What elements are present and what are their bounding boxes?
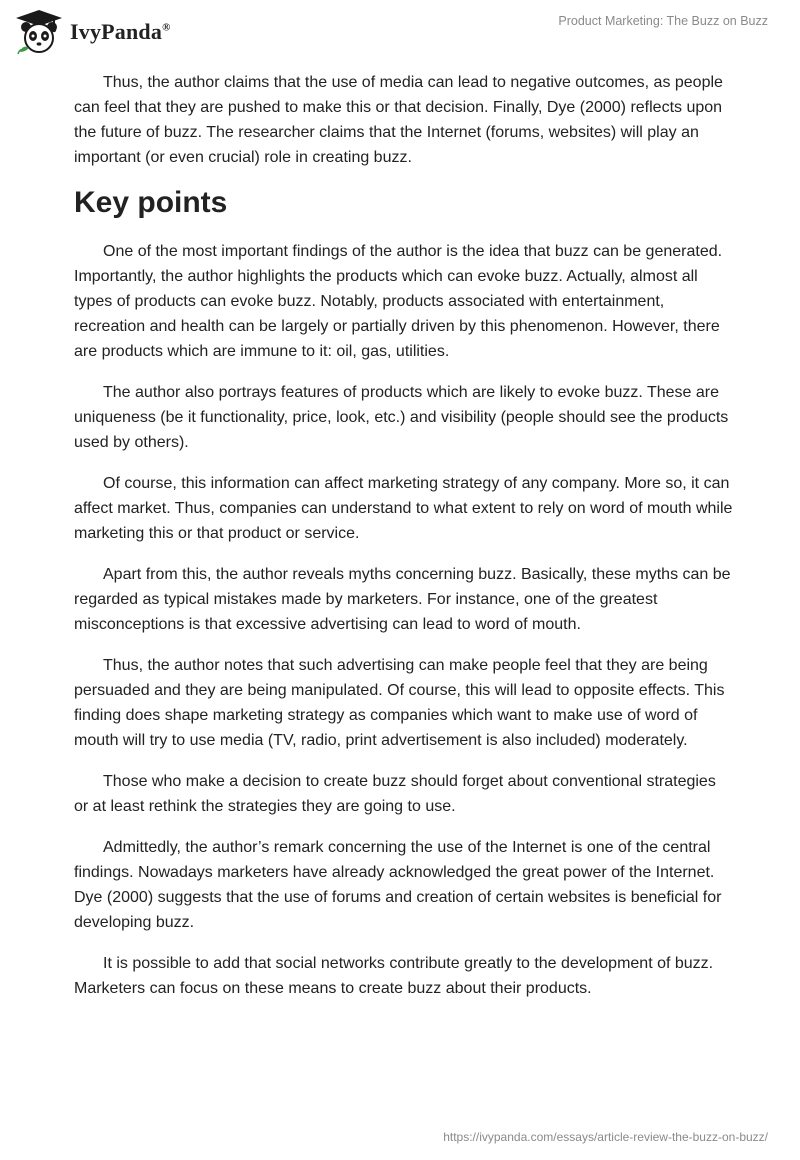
paragraph: Admittedly, the author’s remark concerning the use of the Internet is one of the central findings. Nowadays marketers have already acknowledged the great power of the Internet. Dye (2000) suggests that the use of forums and creation of certain websites is beneficial for developing buzz. bbox=[74, 839, 722, 931]
panda-logo-icon bbox=[14, 8, 64, 56]
paragraph: The author also portrays features of products which are likely to evoke buzz. These are uniqueness (be it functionality, price, look, etc.) and visibility (people should see the products used by others). bbox=[74, 384, 729, 451]
paragraph: One of the most important findings of the author is the idea that buzz can be generated. Importantly, the author highlights the products which can evoke buzz. Actually, almost all types of products can evoke buzz. Notably, products associated with entertainment, recreation and health can be largely or partially driven by this phenomenon. However, there are products which are immune to it: oil, gas, utilities. bbox=[74, 243, 723, 360]
paragraph: Of course, this information can affect marketing strategy of any company. More so, it can affect market. Thus, companies can understand to what extent to rely on word of mouth while marketing this or that product or service. bbox=[74, 475, 733, 542]
section-heading: Key points bbox=[74, 186, 228, 219]
paragraph: Thus, the author notes that such advertising can make people feel that they are being persuaded and they are being manipulated. Of course, this will lead to opposite effects. This finding does shape marketing strategy as companies which want to make use of word of mouth will try to use media (TV, radio, print advertisement is also included) moderately. bbox=[74, 657, 725, 749]
article-body bbox=[74, 70, 734, 1017]
paragraph: Apart from this, the author reveals myths concerning buzz. Basically, these myths can be regarded as typical mistakes made by marketers. For instance, one of the greatest misconceptions is that excessive advertising can lead to word of mouth. bbox=[74, 566, 731, 633]
document-title: Product Marketing: The Buzz on Buzz bbox=[558, 14, 768, 28]
source-url[interactable]: https://ivypanda.com/essays/article-review-the-buzz-on-buzz/ bbox=[443, 1130, 768, 1144]
site-logo[interactable] bbox=[14, 8, 171, 56]
paragraph: Those who make a decision to create buzz should forget about conventional strategies or at least rethink the strategies they are going to use. bbox=[74, 773, 716, 815]
brand-name: IvyPanda® bbox=[70, 19, 171, 44]
intro-paragraph: Thus, the author claims that the use of media can lead to negative outcomes, as people can feel that they are pushed to make this or that decision. Finally, Dye (2000) reflects upon the future of buzz. The researcher claims that the Internet (forums, websites) will play an important (or even crucial) role in creating buzz. bbox=[74, 74, 723, 166]
paragraph: It is possible to add that social networks contribute greatly to the development of buzz. Marketers can focus on these means to create buzz about their products. bbox=[74, 955, 714, 997]
registered-mark: ® bbox=[162, 21, 171, 34]
